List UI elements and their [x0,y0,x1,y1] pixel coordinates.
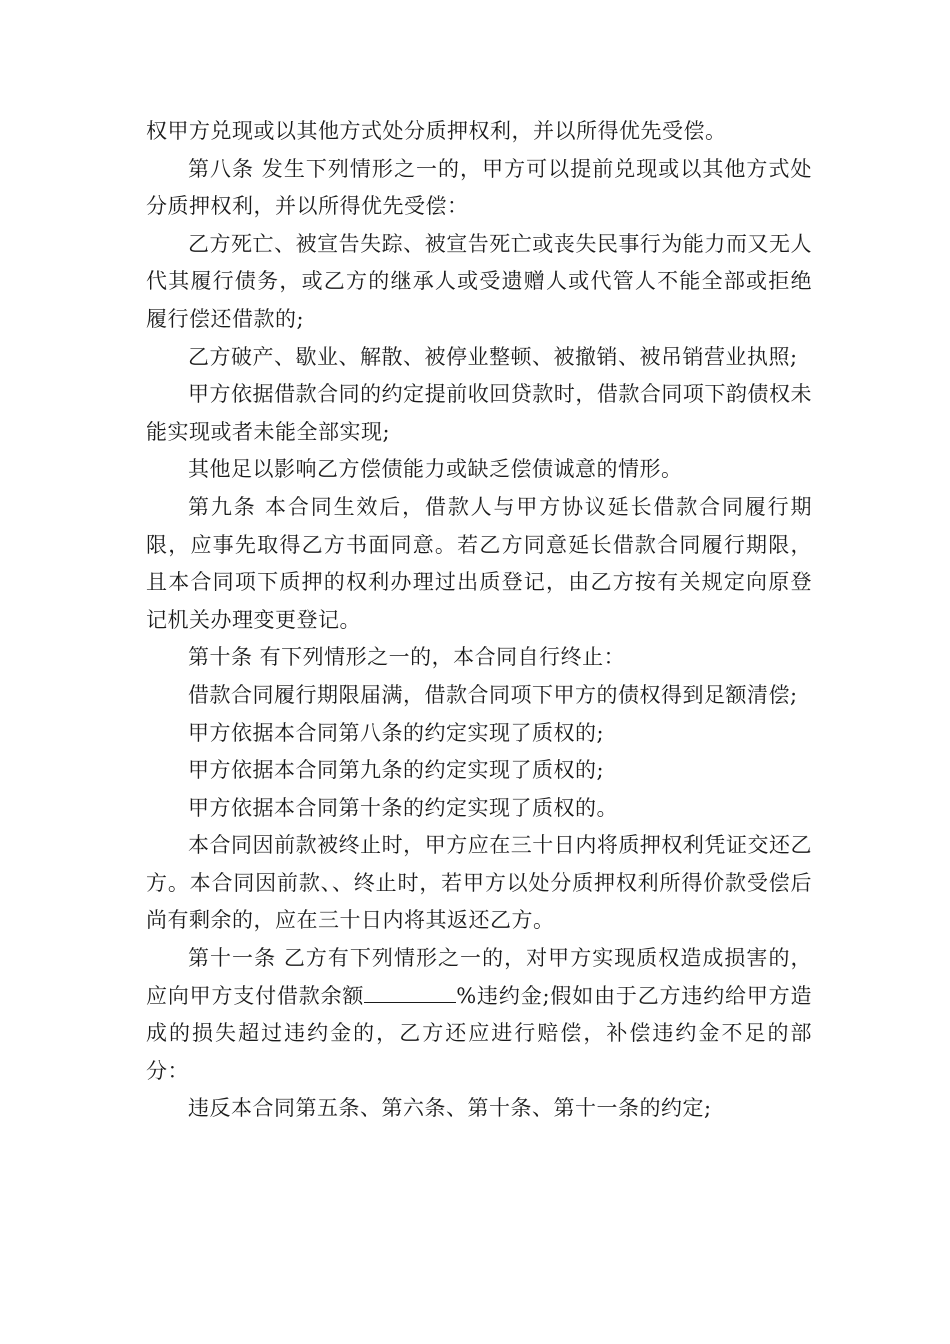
paragraph-article-10-item-4: 甲方依据本合同第十条的约定实现了质权的。 [188,795,618,820]
paragraph-continuation: 权甲方兑现或以其他方式处分质押权利，并以所得优先受偿。 [146,119,727,143]
fill-in-blank-line [364,982,456,1003]
paragraph-article-8-item-3: 甲方依据借款合同的约定提前收回贷款时，借款合同项下韵债权未能实现或者未能全部实现; [146,382,812,444]
paragraph-article-11 [146,940,812,1090]
paragraph-article-10: 第十条 有下列情形之一的，本合同自行终止： [188,645,626,670]
paragraph-article-8-item-2: 乙方破产、歇业、解散、被停业整顿、被撤销、被吊销营业执照; [188,344,798,369]
paragraph-article-11-item-1: 违反本合同第五条、第六条、第十条、第十一条的约定; [188,1096,712,1121]
paragraph-article-9: 第九条 本合同生效后，借款人与甲方协议延长借款合同履行期限，应事先取得乙方书面同意。若乙方同意延长借款合同履行期限，且本合同项下质押的权利办理过出质登记，由乙方按有关规定向原登记机关办理变更登记。 [146,494,812,632]
document-body [146,113,812,1128]
article-11-text-before-blank: 第十一条 乙方有下列情形之一的，对甲方实现质权造成损害的，应向甲方支付借款余额 [146,946,812,1008]
paragraph-article-10-item-3: 甲方依据本合同第九条的约定实现了质权的; [188,758,605,783]
paragraph-article-10-item-1: 借款合同履行期限届满，借款合同项下甲方的债权得到足额清偿; [188,682,798,707]
article-11-text-after-blank: %违约金;假如由于乙方违约给甲方造成的损失超过违约金的，乙方还应进行赔偿，补偿违约金不足的部分： [146,983,813,1083]
paragraph-article-10-return: 本合同因前款被终止时，甲方应在三十日内将质押权利凭证交还乙方。本合同因前款、、终止时，若甲方以处分质押权利所得价款受偿后尚有剩余的，应在三十日内将其返还乙方。 [146,833,812,933]
paragraph-article-10-item-2: 甲方依据本合同第八条的约定实现了质权的; [188,720,605,745]
paragraph-article-8-item-1: 乙方死亡、被宣告失踪、被宣告死亡或丧失民事行为能力而又无人代其履行债务，或乙方的继承人或受遗赠人或代管人不能全部或拒绝履行偿还借款的; [146,231,812,331]
paragraph-article-8-item-4: 其他足以影响乙方偿债能力或缺乏偿债诚意的情形。 [188,457,683,482]
paragraph-article-8: 第八条 发生下列情形之一的，甲方可以提前兑现或以其他方式处分质押权利，并以所得优先受偿： [146,156,812,219]
